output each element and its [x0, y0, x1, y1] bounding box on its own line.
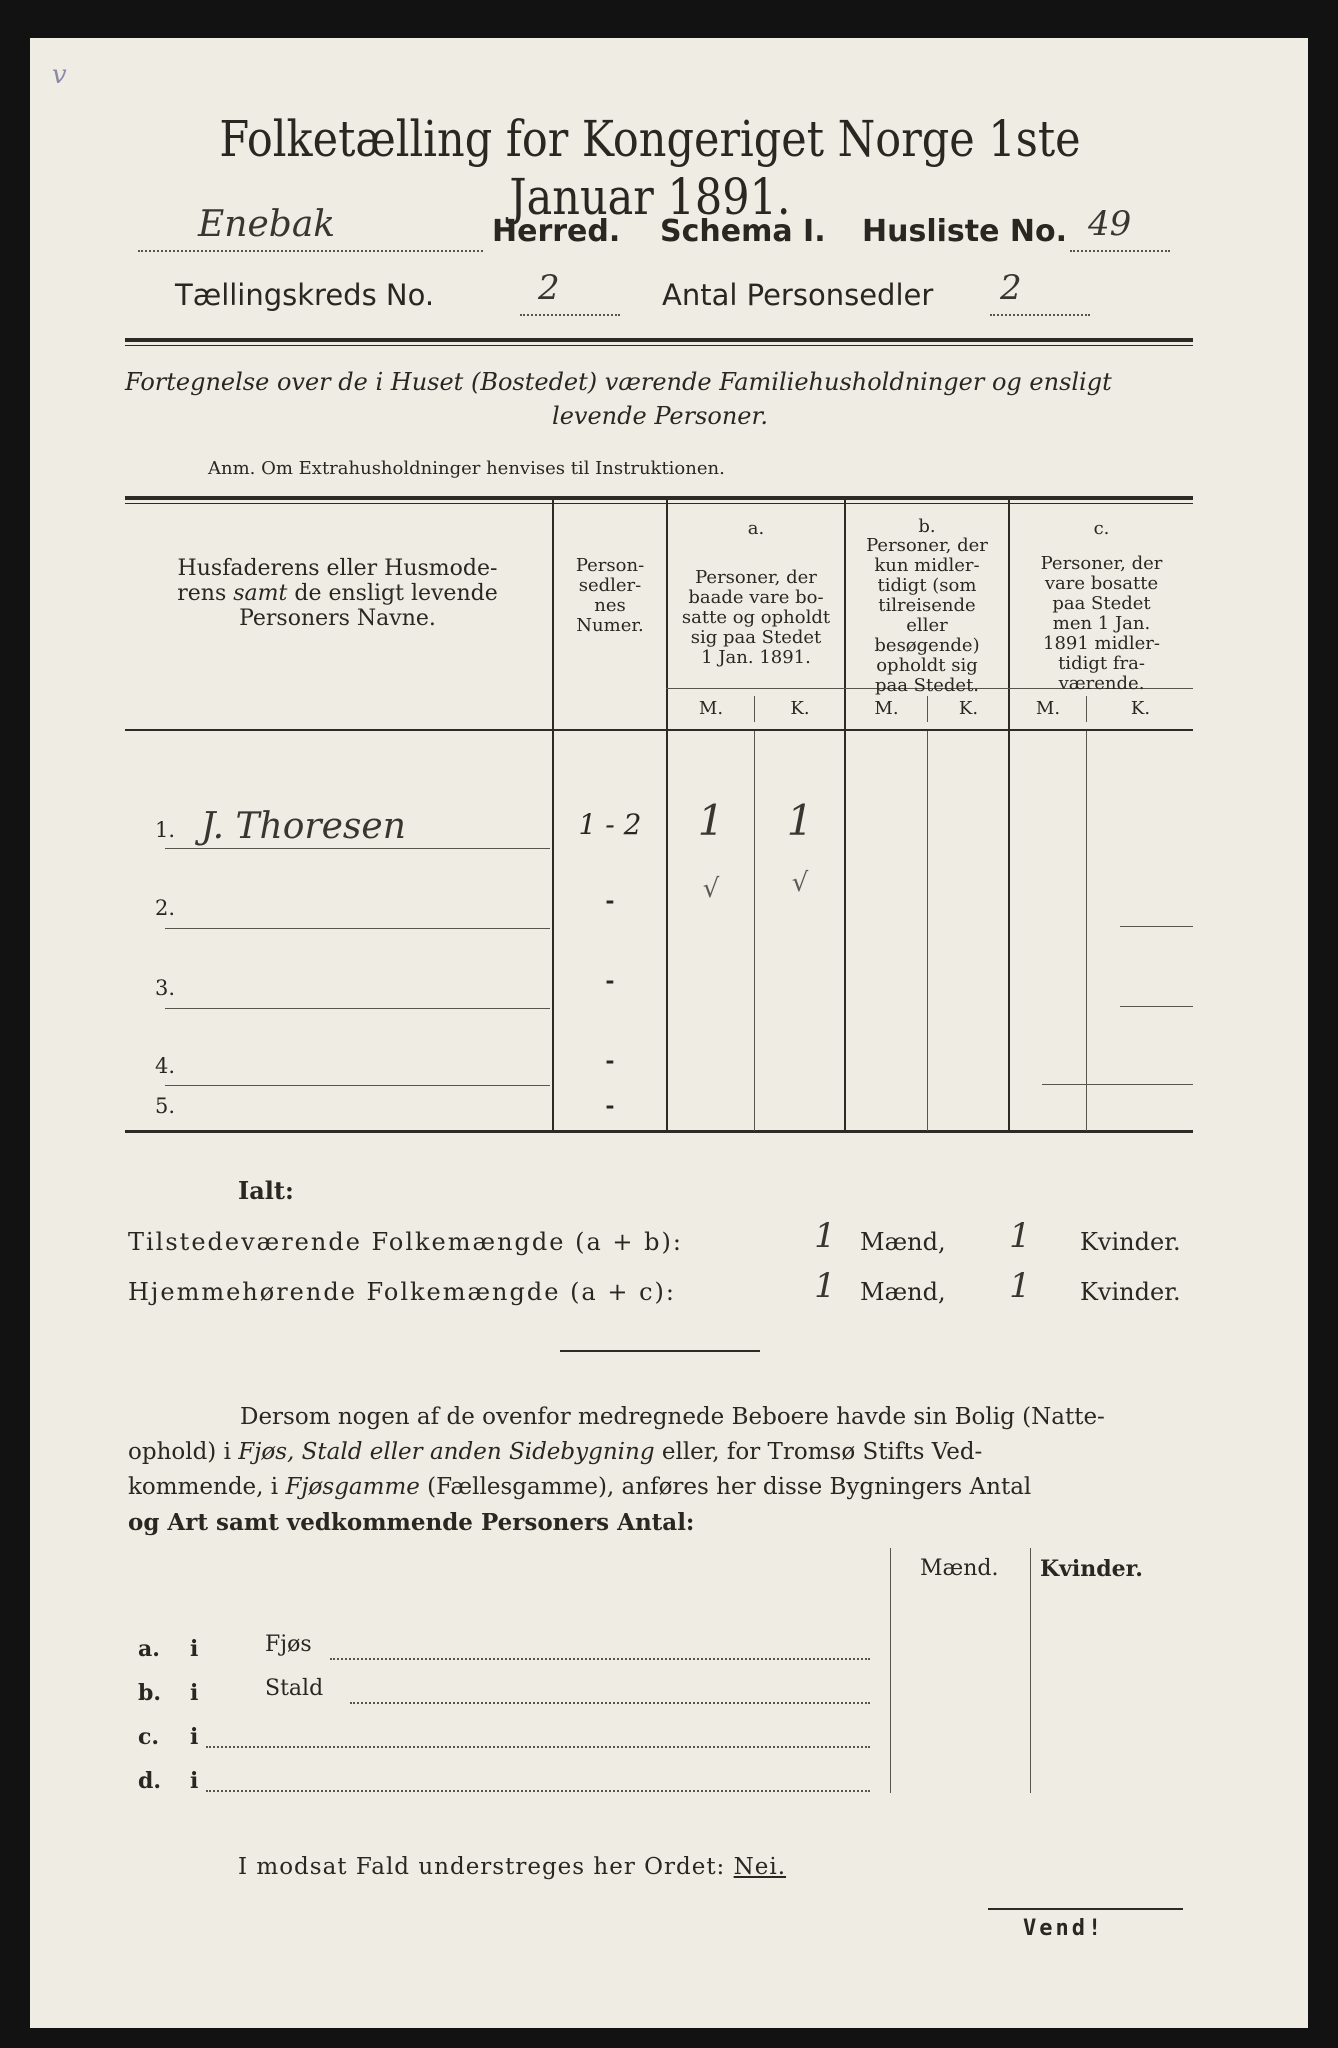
- bld-maend-header: Mænd.: [920, 1556, 999, 1581]
- b-k-label: K.: [958, 698, 979, 719]
- col-num-h0: Person-: [575, 555, 645, 576]
- vend-rule: [988, 1908, 1183, 1910]
- col-b-h1: kun midler-: [874, 555, 980, 576]
- antal-field: [990, 268, 1090, 316]
- col-b-h6: opholdt sig: [876, 655, 978, 676]
- col-num-h3: Numer.: [576, 615, 644, 636]
- col-c-h2: paa Stedet: [1052, 593, 1151, 614]
- tilstede-m: 1: [814, 1216, 836, 1256]
- col-c-h4: 1891 midler-: [1043, 633, 1160, 654]
- para-line2-a: ophold) i: [128, 1439, 231, 1465]
- bld-letter: c.: [138, 1724, 160, 1750]
- row-number: 5.: [155, 1094, 176, 1118]
- col-c-h0: Personer, der: [1040, 553, 1163, 574]
- hjemme-k: 1: [1009, 1266, 1031, 1306]
- bld-col-divider-2: [1030, 1548, 1031, 1793]
- instructions-paragraph: [128, 1400, 1198, 1540]
- row-person-num: -: [605, 1048, 615, 1074]
- row-a-k-check: √: [791, 868, 809, 898]
- col-b-letter: b.: [918, 516, 936, 537]
- mk-sep-a: [754, 696, 755, 722]
- nei-word: Nei.: [733, 1854, 787, 1880]
- margin-check-mark: v: [52, 60, 67, 90]
- bld-letter: a.: [138, 1636, 160, 1662]
- census-form-page: [30, 38, 1308, 2028]
- anm-note: Anm. Om Extrahusholdninger henvises til Instruktionen.: [208, 458, 725, 479]
- col-b-h3: tilreisende: [878, 595, 976, 616]
- para-line2-c: eller, for Tromsø Stifts Ved-: [661, 1439, 983, 1465]
- row-number: 1.: [155, 818, 176, 842]
- husliste-field: [1070, 204, 1170, 252]
- row-rule-1: [165, 848, 550, 849]
- col-b-h7: paa Stedet.: [874, 675, 980, 696]
- a-m-label: M.: [698, 698, 724, 719]
- subtitle-line1: Fortegnelse over de i Huset (Bostedet) værende Familiehusholdninger og ensligt: [125, 368, 1112, 396]
- row-person-num: -: [605, 888, 615, 914]
- form-title: Folketælling for Kongeriget Norge 1ste Januar 1891.: [219, 110, 1081, 226]
- col-name-line3: Personers Navne.: [239, 606, 436, 631]
- para-line2: [128, 1435, 1198, 1470]
- para-line3-c: (Fællesgamme), anføres her disse Bygningers Antal: [427, 1474, 1032, 1500]
- a-k-label: K.: [790, 698, 810, 719]
- bld-i: i: [190, 1768, 199, 1794]
- para-line1: Dersom nogen af de ovenfor medregnede Beboere havde sin Bolig (Natte-: [240, 1404, 1105, 1430]
- col-divider-c-mk: [1086, 731, 1087, 1131]
- header-rule: [125, 338, 1193, 342]
- col-c-h5: tidigt fra-: [1058, 653, 1145, 674]
- header-rule-thin: [125, 345, 1193, 346]
- col-a-h0: Personer, der: [695, 567, 817, 588]
- hjemme-kvinder: Kvinder.: [1080, 1278, 1181, 1306]
- table-header-rule: [125, 729, 1193, 731]
- table-top-rule-thin: [125, 503, 1193, 504]
- col-b-h2: tidigt (som: [877, 575, 977, 596]
- row-person-num: 1 - 2: [578, 808, 642, 841]
- bld-letter: b.: [138, 1680, 162, 1706]
- tilstede-kvinder: Kvinder.: [1080, 1228, 1181, 1256]
- bld-letter: d.: [138, 1768, 162, 1794]
- c-m-label: M.: [1035, 698, 1061, 719]
- tilstede-label: Tilstedeværende Folkemængde (a + b):: [128, 1228, 683, 1256]
- row-number: 3.: [155, 976, 176, 1000]
- row-rule-3: [165, 1008, 550, 1009]
- bld-i: i: [190, 1636, 199, 1662]
- col-a-header: [668, 568, 844, 668]
- kreds-no: 2: [538, 268, 560, 308]
- col-c-header: [1010, 554, 1193, 694]
- col-c-h1: vare bosatte: [1044, 573, 1159, 594]
- hjemme-maend: Mænd,: [860, 1278, 946, 1306]
- col-a-letter: a.: [747, 518, 765, 539]
- hjemme-label: Hjemmehørende Folkemængde (a + c):: [128, 1278, 676, 1306]
- col-b-header: [846, 536, 1008, 696]
- tilstede-maend: Mænd,: [860, 1228, 946, 1256]
- schema-label: Schema I.: [660, 214, 826, 249]
- bld-i: i: [190, 1724, 199, 1750]
- col-b-h4: eller: [906, 615, 948, 636]
- kreds-label: Tællingskreds No.: [175, 278, 435, 312]
- modsat-label: I modsat Fald understreges her Ordet:: [238, 1854, 726, 1880]
- para-line3-b: Fjøsgamme: [285, 1474, 420, 1500]
- section-divider: [560, 1350, 760, 1352]
- para-line3-a: kommende, i: [128, 1474, 279, 1500]
- col-name-line2-c: de ensligt levende: [294, 581, 498, 606]
- bld-dots-c: [206, 1734, 870, 1748]
- bld-label: Fjøs: [265, 1632, 312, 1657]
- col-name-line2: [130, 581, 545, 606]
- row-a-m: 1: [697, 796, 725, 845]
- col-name-header: [130, 556, 545, 631]
- mk-sep-c: [1086, 696, 1087, 722]
- col-c-h6: værende.: [1058, 673, 1145, 694]
- row-a-m-check: √: [702, 874, 720, 904]
- para-line4: og Art samt vedkommende Personers Antal:: [128, 1509, 695, 1536]
- herred-name: Enebak: [198, 204, 336, 245]
- bld-dots-d: [206, 1778, 870, 1792]
- row-rule-4: [165, 1085, 550, 1086]
- bld-col-divider-1: [890, 1548, 891, 1793]
- husliste-no: 49: [1088, 204, 1132, 244]
- col-num-header: [554, 556, 666, 636]
- col-b-h5: besøgende): [874, 635, 980, 656]
- ialt-label: Ialt:: [238, 1176, 294, 1205]
- husliste-label: Husliste No.: [862, 214, 1067, 249]
- row-number: 4.: [155, 1054, 176, 1078]
- col-name-line1: Husfaderens eller Husmode-: [177, 556, 498, 581]
- mk-sep-b: [927, 696, 928, 722]
- subtitle-line2: levende Personer.: [552, 402, 768, 430]
- table-bottom-rule: [125, 1130, 1193, 1133]
- antal-label: Antal Personsedler: [662, 278, 934, 312]
- c-tick-4: [1042, 1084, 1193, 1085]
- tilstede-k: 1: [1009, 1216, 1031, 1256]
- col-c-h3: men 1 Jan.: [1052, 613, 1151, 634]
- bld-dots-b: [350, 1690, 870, 1704]
- bld-label: Stald: [265, 1676, 324, 1701]
- modsat-text: [238, 1854, 786, 1880]
- col-num-h2: nes: [594, 595, 626, 616]
- bld-kvinder-header: Kvinder.: [1040, 1556, 1143, 1582]
- kreds-field: [520, 268, 620, 316]
- c-k-tick-2: [1120, 926, 1193, 927]
- col-a-h3: sig paa Stedet: [690, 627, 822, 648]
- c-k-label: K.: [1130, 698, 1151, 719]
- para-line2-b: Fjøs, Stald eller anden Sidebygning: [238, 1439, 655, 1465]
- row-a-k: 1: [786, 796, 814, 845]
- herred-label: Herred.: [492, 214, 621, 249]
- herred-field: [138, 204, 483, 252]
- row-rule-2: [165, 928, 550, 929]
- c-k-tick-3: [1120, 1006, 1193, 1007]
- col-num-h1: sedler-: [578, 575, 642, 596]
- col-a-h4: 1 Jan. 1891.: [701, 647, 811, 668]
- col-name-line2-b: samt: [233, 581, 288, 606]
- bld-dots-a: [330, 1646, 870, 1660]
- bld-i: i: [190, 1680, 199, 1706]
- col-c-letter: c.: [1093, 518, 1110, 539]
- col-divider-a-mk: [754, 731, 755, 1131]
- row-person-num: -: [605, 968, 615, 994]
- col-name-line2-a: rens: [177, 581, 227, 606]
- col-a-h1: baade vare bo-: [688, 587, 824, 608]
- table-top-rule: [125, 496, 1193, 500]
- col-b-h0: Personer, der: [866, 535, 988, 556]
- antal-no: 2: [1000, 268, 1022, 308]
- row-person-num: -: [605, 1093, 615, 1119]
- hjemme-m: 1: [814, 1266, 836, 1306]
- col-a-h2: satte og opholdt: [681, 607, 831, 628]
- row-number: 2.: [155, 896, 176, 920]
- para-line3: [128, 1470, 1198, 1505]
- b-m-label: M.: [874, 698, 899, 719]
- col-divider-b-mk: [927, 731, 928, 1131]
- vend-label: Vend!: [1023, 1916, 1105, 1941]
- row-name: J. Thoresen: [201, 806, 406, 847]
